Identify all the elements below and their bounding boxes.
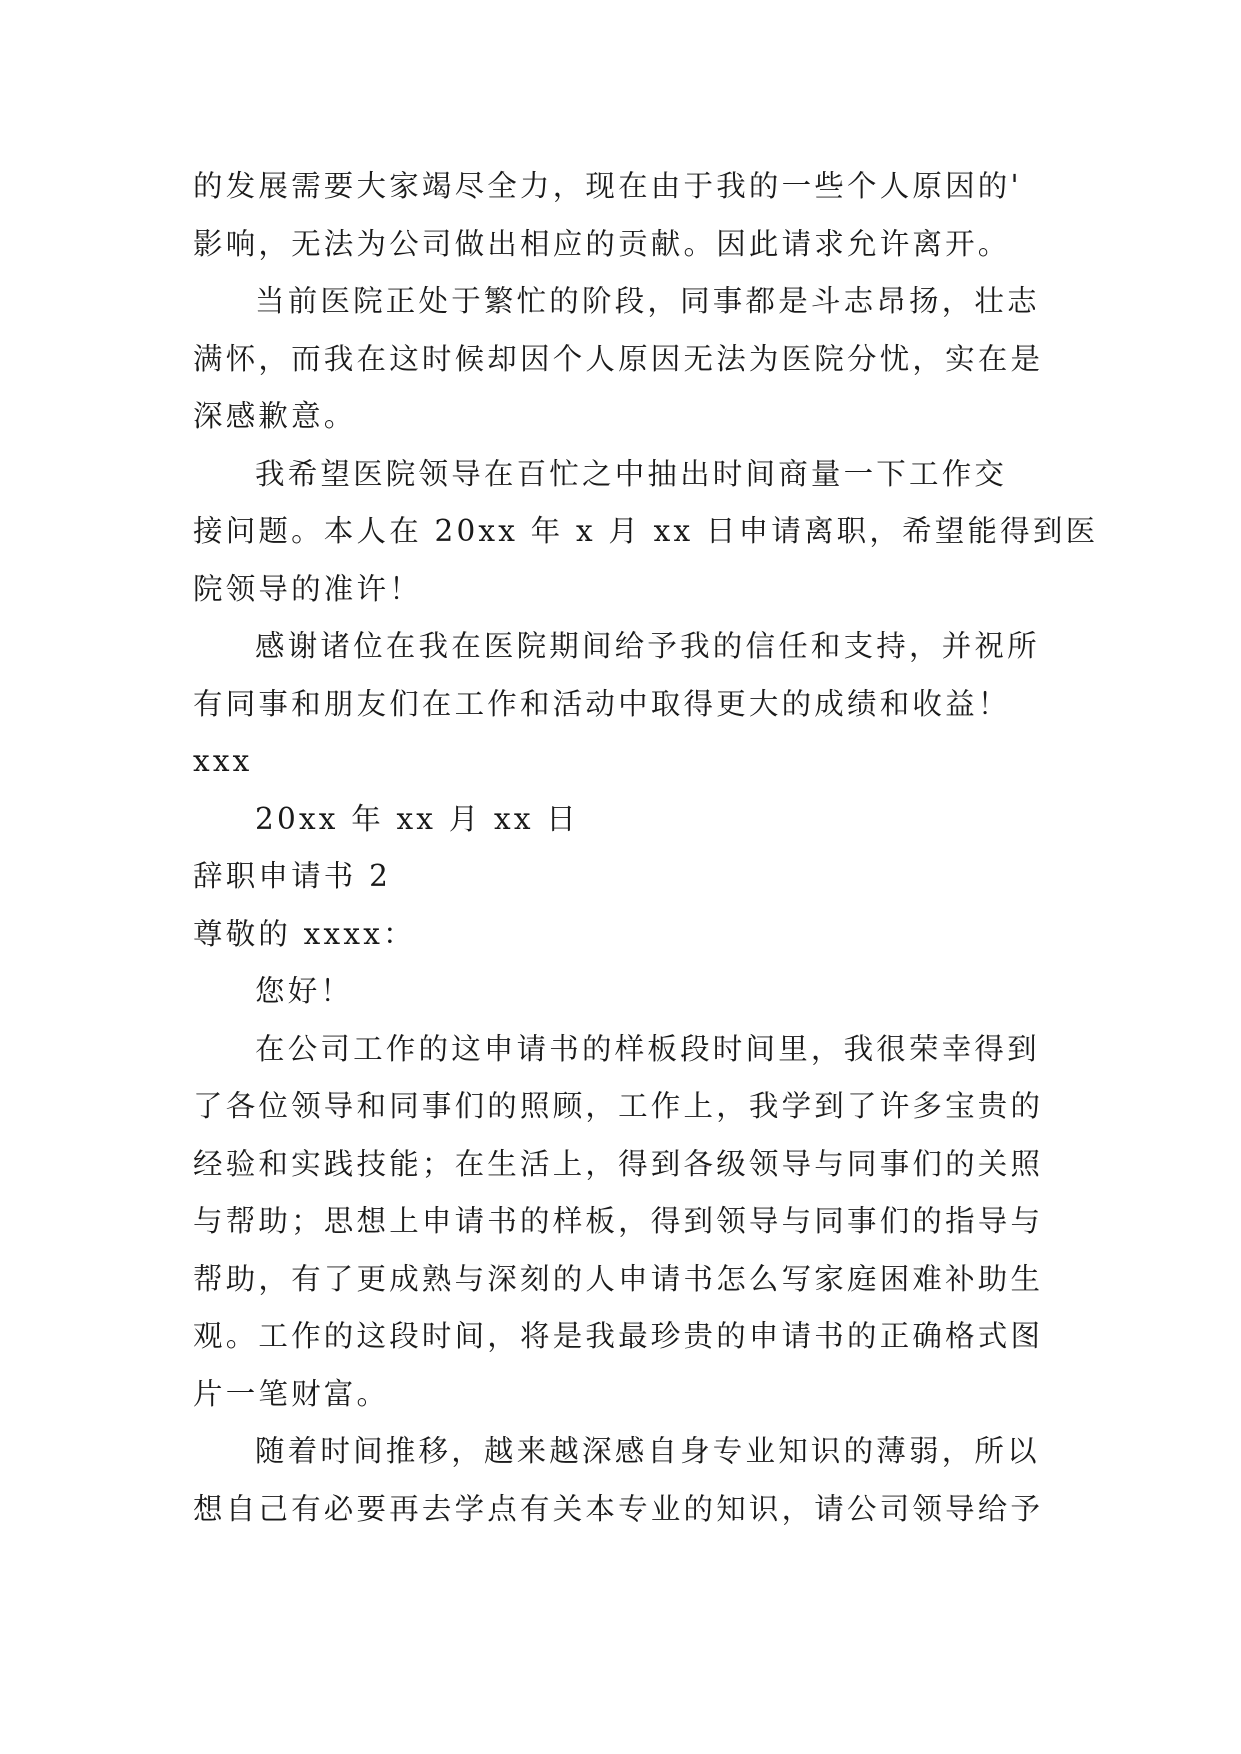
document-body <box>193 158 1099 1538</box>
text-line: 深感歉意。 <box>193 399 357 433</box>
text-line: 的发展需要大家竭尽全力，现在由于我的一些个人原因的' <box>193 169 1022 203</box>
text-line: 满怀，而我在这时候却因个人原因无法为医院分忧，实在是 <box>193 341 1044 376</box>
text-line: 经验和实践技能；在生活上，得到各级领导与同事们的关照 <box>193 1146 1044 1181</box>
text-line: 院领导的准许！ <box>193 571 422 606</box>
text-line: 我希望医院领导在百忙之中抽出时间商量一下工作交 <box>255 456 1008 491</box>
greeting: 您好！ <box>255 974 354 1008</box>
paragraph-handover-request <box>193 446 1099 619</box>
section-title: 辞职申请书 2 <box>193 859 392 893</box>
text-line: 感谢诸位在我在医院期间给予我的信任和支持，并祝所 <box>255 629 1040 663</box>
paragraph-work-experience <box>193 1021 1049 1424</box>
text-line: 了各位领导和同事们的照顾，工作上，我学到了许多宝贵的 <box>193 1089 1044 1123</box>
text-line: 接问题。本人在 20xx 年 x 月 xx 日申请离职，希望能得到医 <box>193 514 1099 548</box>
paragraph-thanks <box>193 618 1049 733</box>
text-line: 在公司工作的这申请书的样板段时间里，我很荣幸得到 <box>255 1031 1040 1066</box>
text-line: 当前医院正处于繁忙的阶段，同事都是斗志昂扬，壮志 <box>255 284 1040 318</box>
text-line: 观。工作的这段时间，将是我最珍贵的申请书的正确格式图 <box>193 1319 1044 1353</box>
salutation: 尊敬的 xxxx： <box>193 916 416 951</box>
text-line: 与帮助；思想上申请书的样板，得到领导与同事们的指导与 <box>193 1204 1044 1238</box>
signature-date: 20xx 年 xx 月 xx 日 <box>255 801 579 836</box>
text-line: 想自己有必要再去学点有关本专业的知识，请公司领导给予 <box>193 1491 1044 1526</box>
text-line: 影响，无法为公司做出相应的贡献。因此请求允许离开。 <box>193 226 1011 261</box>
text-line: 片一笔财富。 <box>193 1376 390 1411</box>
signature-name: xxx <box>193 744 253 778</box>
text-line: 有同事和朋友们在工作和活动中取得更大的成绩和收益！ <box>193 686 1011 721</box>
paragraph-continuation <box>193 158 1049 273</box>
text-line: 帮助，有了更成熟与深刻的人申请书怎么写家庭困难补助生 <box>193 1261 1044 1296</box>
text-line: 随着时间推移，越来越深感自身专业知识的薄弱，所以 <box>255 1434 1040 1468</box>
paragraph-hospital-busy <box>193 273 1049 446</box>
paragraph-further-study <box>193 1423 1049 1538</box>
